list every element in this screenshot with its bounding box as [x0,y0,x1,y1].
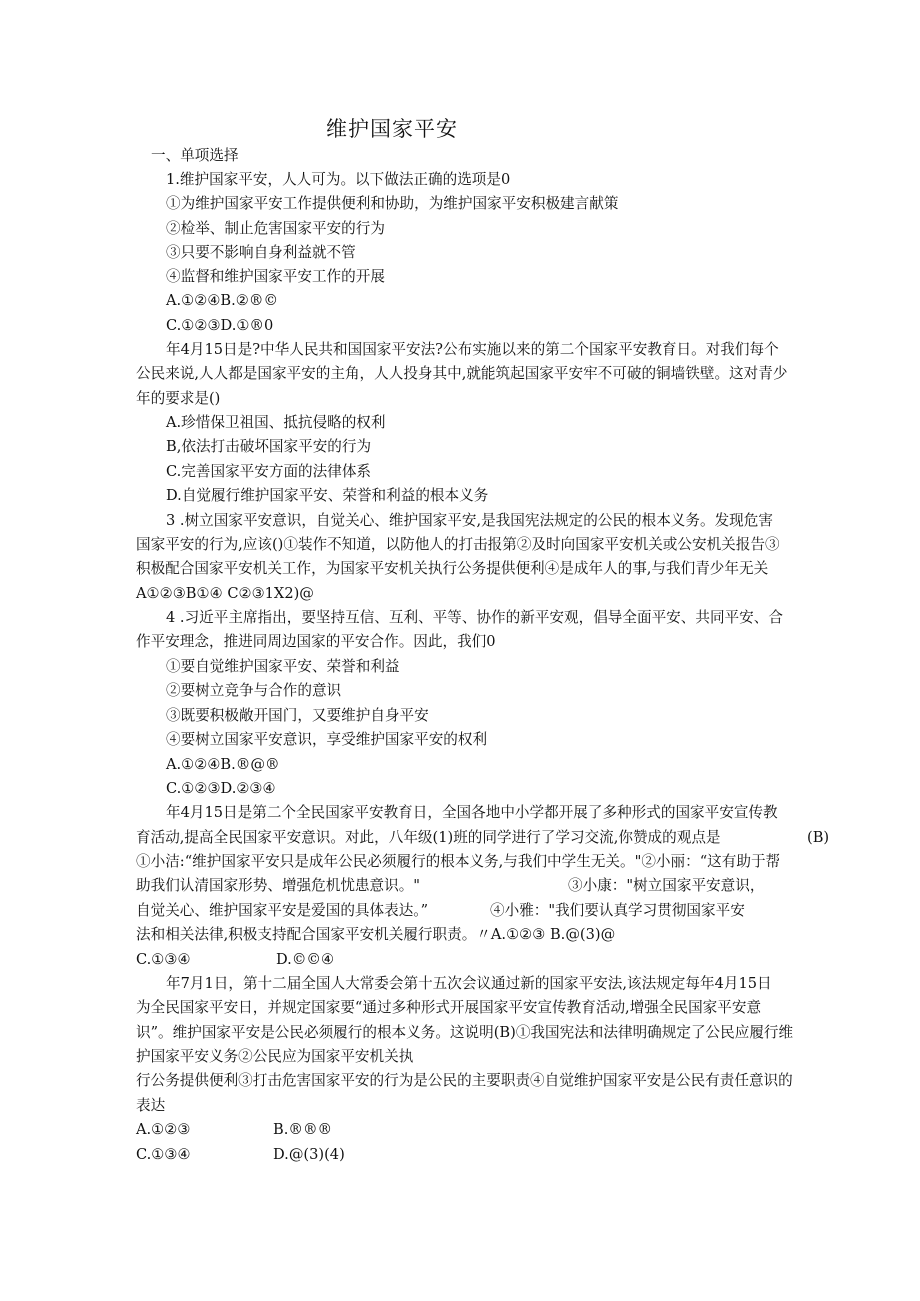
question-line: ③只要不影响自身利益就不管 [166,244,356,261]
question-line: 行公务提供便利③打击危害国家平安的行为是公民的主要职责④自觉维护国家平安是公民有责任意识的 [136,1072,793,1089]
answer-options: C.①②③D.①®0 [166,317,274,334]
question-line: 识”。维护国家平安是公民必须履行的根本义务。这说明(B)①我国宪法和法律明确规定了公民应履行维 [136,1024,794,1041]
question-line: 国家平安的行为,应该()①装作不知道，以防他人的打击报第②及时向国家平安机关或公安机关报告③ [136,536,780,553]
question-line: 年4月15日是?中华人民共和国国家平安法?公布实施以来的第二个国家平安教育日。对我们每个 [166,341,779,358]
document-title: 维护国家平安 [326,117,458,141]
answer-option: C.①③④ [136,951,191,968]
answer-options: A.①②④B.②®© [166,292,279,309]
answer-option: A.珍惜保卫祖国、抵抗侵略的权利 [166,414,386,431]
question-line: 表达 [136,1097,166,1114]
answer-option: D.@(3)(4) [273,1146,345,1163]
question-line: ③既要积极敞开国门，又要维护自身平安 [166,707,429,724]
section-heading: 一、单项选择 [151,147,239,164]
question-line: 作平安理念，推进同周边国家的平安合作。因此，我们0 [136,633,496,650]
question-line: 1.维护国家平安，人人可为。以下做法正确的选项是0 [166,171,511,188]
answer-option: D.自觉履行维护国家平安、荣誉和利益的根本义务 [166,487,489,504]
answer-option: C.完善国家平安方面的法律体系 [166,463,372,480]
question-line: 3 .树立国家平安意识，自觉关心、维护国家平安,是我国宪法规定的公民的根本义务。发现危害 [166,512,773,529]
question-line: ①要自觉维护国家平安、荣誉和利益 [166,658,400,675]
answer-mark: (B) [807,829,830,846]
answer-option: C.①③④ [136,1146,191,1163]
question-line: ①为维护国家平安工作提供便利和协助，为维护国家平安积极建言献策 [166,195,619,212]
question-line: ④监督和维护国家平安工作的开展 [166,268,385,285]
question-line: 法和相关法律,积极支持配合国家平安机关履行职责。〃A.①②③ B.@(3)@ [136,926,616,943]
answer-option: B.®®® [273,1121,333,1138]
question-line: 护国家平安义务②公民应为国家平安机关执 [136,1048,414,1065]
answer-options: A①②③B①④ C②③1X2)@ [136,585,314,602]
question-line: ②要树立竞争与合作的意识 [166,682,342,699]
question-line: ①小洁:“维护国家平安只是成年公民必须履行的根本义务,与我们中学生无关。"②小丽：“这有助于帮 [136,853,781,870]
answer-option: D.©©④ [276,951,335,968]
question-line: 年的要求是() [136,390,221,407]
question-line: 公民来说,人人都是国家平安的主角，人人投身其中,就能筑起国家平安牢不可破的铜墙铁壁。这对青少 [136,365,788,382]
question-line: 为全民国家平安日，并规定国家要“通过多种形式开展国家平安宣传教育活动,增强全民国家平安意 [136,999,762,1016]
question-line: ④小雅："我们要认真学习贯彻国家平安 [490,902,745,919]
question-line: 4 .习近平主席指出，要坚持互信、互利、平等、协作的新平安观，倡导全面平安、共同平安、合 [166,609,783,626]
answer-option: A.①②③ [136,1121,191,1138]
question-line: 年4月15日是第二个全民国家平安教育日，全国各地中小学都开展了多种形式的国家平安宣传教 [166,804,778,821]
question-line: 助我们认清国家形势、增强危机忧患意识。" [136,877,420,894]
question-line: ②检举、制止危害国家平安的行为 [166,220,385,237]
answer-options: A.①②④B.®@® [166,756,280,773]
question-line: ③小康："树立国家平安意识， [568,877,765,894]
question-line: 年7月1日，第十二届全国人大常委会第十五次会议通过新的国家平安法,该法规定每年4月15日 [166,975,772,992]
question-line: 育活动,提高全民国家平安意识。对此，八年级(1)班的同学进行了学习交流,你赞成的观点是 [136,829,721,846]
question-line: 自觉关心、维护国家平安是爱国的具体表达。” [136,902,429,919]
question-line: 积极配合国家平安机关工作，为国家平安机关执行公务提供便利④是成年人的事,与我们青少年无关 [136,560,769,577]
question-line: ④要树立国家平安意识，享受维护国家平安的权利 [166,731,488,748]
answer-option: B,依法打击破坏国家平安的行为 [166,438,372,455]
answer-options: C.①②③D.②③④ [166,780,276,797]
